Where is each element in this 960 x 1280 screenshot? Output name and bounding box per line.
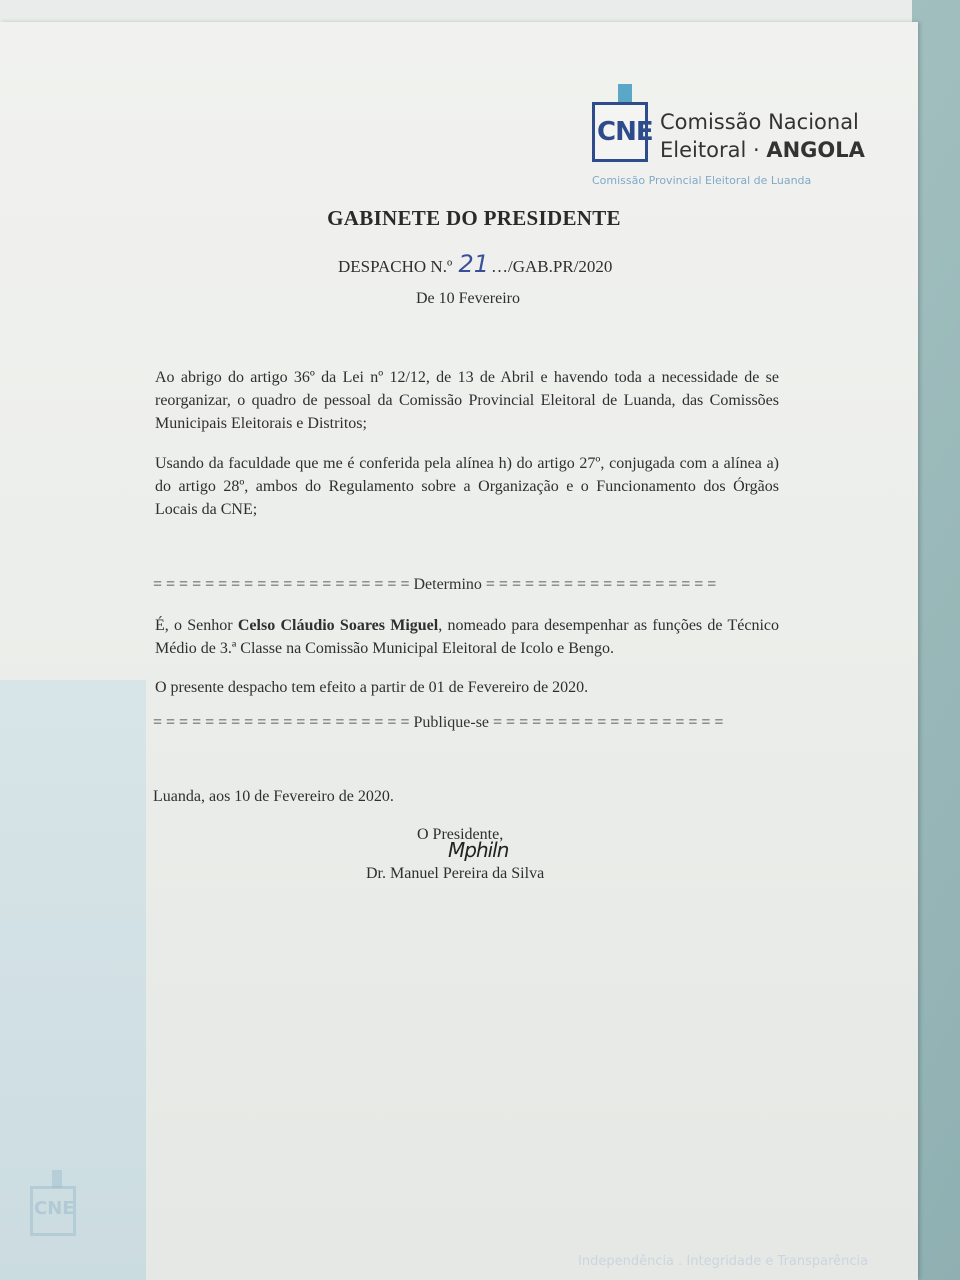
logo-subtitle: Comissão Provincial Eleitoral de Luanda <box>592 174 812 187</box>
logo-box <box>592 102 653 162</box>
handwritten-signature: Mphiln <box>448 838 509 862</box>
logo-line2-text: Eleitoral · <box>660 138 767 162</box>
despacho-number: 21 <box>458 250 490 278</box>
logo-title-line1: Comissão Nacional <box>660 110 859 134</box>
nomination-text-b: , nomeado para desempenhar as funções de Técnico Médio de 3.ª Classe na Comissão Municipal Eleitoral de Icolo e Bengo. <box>155 617 779 657</box>
footer-motto: Independência . Integridade e Transparência <box>578 1254 869 1269</box>
logo-box-text: CNE <box>597 117 653 147</box>
separator-determino: = = = = = = = = = = = = = = = = = = = = Determino = = = = = = = = = = = = = = = = = = <box>153 576 717 593</box>
separator-publique: = = = = = = = = = = = = = = = = = = = = Publique-se = = = = = = = = = = = = = = = = = = <box>153 714 724 731</box>
despacho-date: De 10 Fevereiro <box>416 290 520 307</box>
logo-country: ANGOLA <box>766 138 865 162</box>
nomination-text-a: É, o Senhor <box>155 617 238 634</box>
paragraph-effect: O presente despacho tem efeito a partir de 01 de Fevereiro de 2020. <box>155 679 589 696</box>
paragraph-preamble-1: Ao abrigo do artigo 36º da Lei nº 12/12, de 13 de Abril e havendo toda a necessidade de se reorganizar, o quadro de pessoal da Comissão Provincial Eleitoral de Luanda, das Comissões Municipais Eleitorais e Distritos; <box>155 369 779 432</box>
despacho-prefix: DESPACHO N.º <box>338 257 453 276</box>
logo-title-line2 <box>660 138 865 162</box>
president-title: O Presidente, <box>417 826 504 843</box>
despacho-suffix: …/GAB.PR/2020 <box>491 257 613 276</box>
nominee-name: Celso Cláudio Soares Miguel <box>237 617 439 634</box>
footer-cne-logo <box>30 1168 80 1238</box>
signatory-name: Dr. Manuel Pereira da Silva <box>366 865 545 882</box>
paragraph-preamble-2: Usando da faculdade que me é conferida pela alínea h) do artigo 27º, conjugada com a alínea a) do artigo 28º, ambos do Regulamento sobre a Organização e o Funcionamento dos Órgãos Locais da CNE; <box>155 455 779 518</box>
document-heading: GABINETE DO PRESIDENTE <box>327 206 621 230</box>
despacho-reference <box>338 250 612 278</box>
place-and-date: Luanda, aos 10 de Fevereiro de 2020. <box>153 788 394 805</box>
paragraph-nomination <box>155 614 779 660</box>
footer-logo-text: CNE <box>34 1198 75 1219</box>
